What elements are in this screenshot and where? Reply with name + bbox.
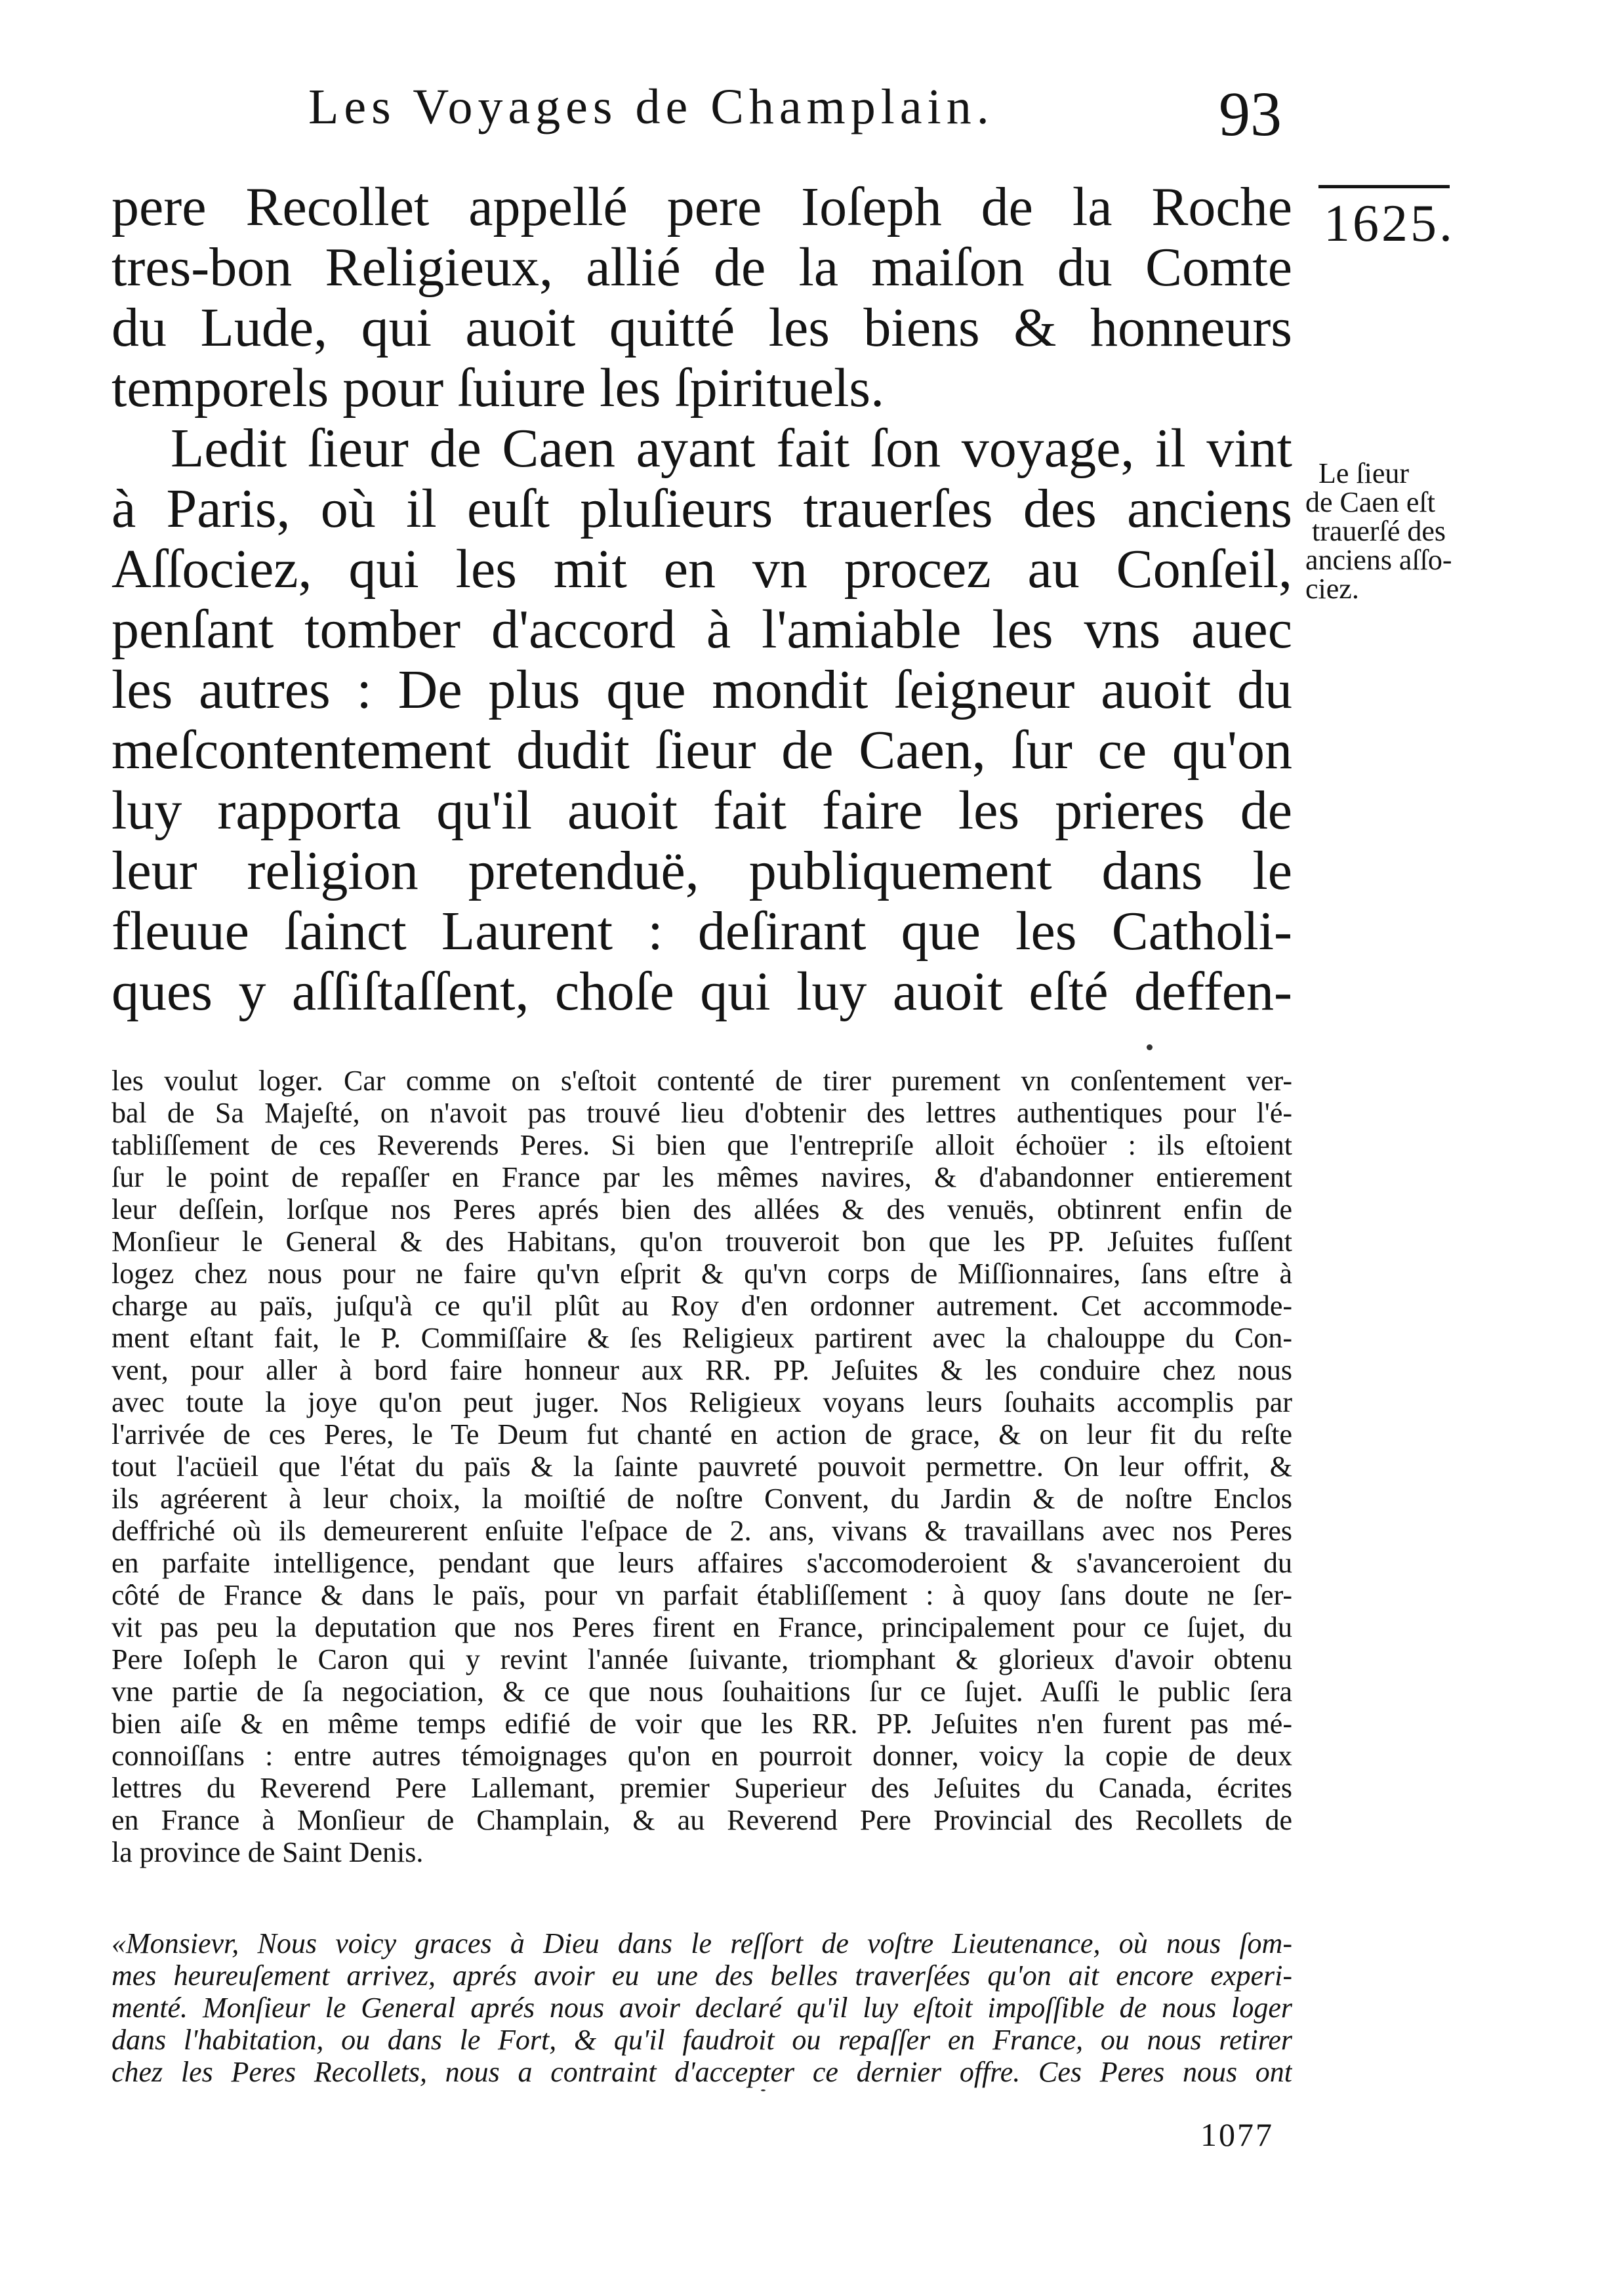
letter-line: «Monsievr, Nous voicy graces à Dieu dans le reſſort de voſtre Lieutenance, où nous ſom-: [112, 1927, 1292, 1959]
main-line: penſant tomber d'accord à l'amiable les vns auec: [112, 600, 1292, 660]
footnote-line: logez chez nous pour ne faire qu'vn eſprit & qu'vn corps de Miſſionnaires, ſans eſtre à: [112, 1258, 1292, 1290]
footnote-line: vit pas peu la deputation que nos Peres firent en France, principalement pour ce ſujet, du: [112, 1611, 1292, 1643]
marginal-note-line: anciens aſſo-: [1305, 544, 1452, 576]
footnote-line: tabliſſement de ces Reverends Peres. Si bien que l'entrepriſe alloit échoüer : ils eſtoient: [112, 1129, 1292, 1161]
footnote-line: en France à Monſieur de Champlain, & au Reverend Pere Provincial des Recollets de: [112, 1804, 1292, 1836]
footnote-line: avec toute la joye qu'on peut juger. Nos Religieux voyans leurs ſouhaits accomplis par: [112, 1386, 1292, 1418]
footnote-line: l'arrivée de ces Peres, le Te Deum fut chanté en action de grace, & on leur fit du reſte: [112, 1418, 1292, 1450]
footnote-line: les voulut loger. Car comme on s'eſtoit contenté de tirer purement vn conſentement ver-: [112, 1065, 1292, 1097]
main-line: temporels pour ſuiure les ſpirituels.: [112, 358, 885, 419]
letter-text: [112, 1927, 1292, 2088]
margin-year: 1625.: [1324, 195, 1455, 253]
main-line: ques y aſſiſtaſſent, choſe qui luy auoit eſté deffen-: [112, 962, 1292, 1022]
main-text: [112, 177, 1292, 1022]
letter-line: chez les Peres Recollets, nous a contraint d'accepter ce dernier offre. Ces Peres nous ont: [112, 2056, 1292, 2088]
footnote-line: charge au païs, juſqu'à ce qu'il plût au Roy d'en ordonner autrement. Cet accommode-: [112, 1290, 1292, 1322]
page-number: 93: [1219, 79, 1282, 149]
footnote-line: bal de Sa Majeſté, on n'avoit pas trouvé lieu d'obtenir des lettres authentiques pour l'é-: [112, 1097, 1292, 1129]
marginal-note-line: Le ſieur: [1318, 457, 1410, 489]
main-line: Aſſociez, qui les mit en vn procez au Conſeil,: [112, 539, 1292, 600]
footnote-text: [112, 1065, 1292, 1868]
footnote-line: ment eſtant fait, le P. Commiſſaire & ſes Religieux partirent avec la chalouppe du Con-: [112, 1322, 1292, 1354]
footnote-line: Monſieur le General & des Habitans, qu'on trouveroit bon que les PP. Jeſuites fuſſent: [112, 1225, 1292, 1258]
main-line: fleuue ſainct Laurent : deſirant que les Catholi-: [112, 901, 1292, 962]
footnote-line: côté de France & dans le païs, pour vn parfait établiſſement : à quoy ſans doute ne ſer-: [112, 1579, 1292, 1611]
footnote-line: ils agréerent à leur choix, la moiſtié de noſtre Convent, du Jardin & de noſtre Enclos: [112, 1483, 1292, 1515]
letter-line: mes heureuſement arrivez, aprés avoir eu une des belles traverſées qu'on ait encore experi-: [112, 1959, 1292, 1992]
footnote-line: Pere Ioſeph le Caron qui y revint l'année ſuivante, triomphant & glorieux d'avoir obtenu: [112, 1643, 1292, 1675]
marginal-note: [1305, 459, 1502, 604]
footnote-line: bien aiſe & en même temps edifié de voir que les RR. PP. Jeſuites n'en furent pas mé-: [112, 1708, 1292, 1740]
footnote-line: leur deſſein, lorſque nos Peres aprés bien des allées & des venuës, obtinrent enfin de: [112, 1193, 1292, 1225]
footnote-line: vne partie de ſa negociation, & ce que nous ſouhaitions ſur ce ſujet. Auſſi le public ſera: [112, 1675, 1292, 1708]
main-line: à Paris, où il euſt pluſieurs trauerſes des anciens: [112, 479, 1292, 539]
letter-line: menté. Monſieur le General aprés nous avoir declaré qu'il luy eſtoit impoſſible de nous loger: [112, 1992, 1292, 2024]
print-speck: [1147, 1044, 1153, 1050]
footnote-line: tout l'acüeil que l'état du païs & la ſainte pauvreté pouvoit permettre. On leur offrit, &: [112, 1450, 1292, 1483]
running-head: Les Voyages de Champlain.: [308, 79, 994, 134]
footnote-line: deffriché où ils demeurerent enſuite l'eſpace de 2. ans, vivans & travaillans avec nos Peres: [112, 1515, 1292, 1547]
main-line: pere Recollet appellé pere Ioſeph de la Roche: [112, 177, 1292, 237]
main-line: luy rapporta qu'il auoit fait faire les prieres de: [112, 781, 1292, 841]
footnote-line: connoiſſans : entre autres témoignages qu'on en pourroit donner, voicy la copie de deux: [112, 1740, 1292, 1772]
footnote-line: en parfaite intelligence, pendant que leurs affaires s'accomoderoient & s'avanceroient du: [112, 1547, 1292, 1579]
catchword: 1077: [1200, 2116, 1274, 2153]
main-line: meſcontentement dudit ſieur de Caen, ſur ce qu'on: [112, 720, 1292, 781]
letter-line: dans l'habitation, ou dans le Fort, & qu'il faudroit ou repaſſer en France, ou nous retirer: [112, 2024, 1292, 2056]
marginal-note-line: trauerſé des: [1312, 515, 1446, 547]
footnote-line: la province de Saint Denis.: [112, 1836, 424, 1868]
main-line: les autres : De plus que mondit ſeigneur auoit du: [112, 660, 1292, 720]
footnote-line: vent, pour aller à bord faire honneur aux RR. PP. Jeſuites & les conduire chez nous: [112, 1354, 1292, 1386]
footnote-line: lettres du Reverend Pere Lallemant, premier Superieur des Jeſuites du Canada, écrites: [112, 1772, 1292, 1804]
marginal-note-line: ciez.: [1305, 573, 1359, 605]
year-rule: [1318, 185, 1450, 188]
marginal-note-line: de Caen eſt: [1305, 486, 1435, 518]
main-line: tres-bon Religieux, allié de la maiſon du Comte: [112, 237, 1292, 298]
main-line: du Lude, qui auoit quitté les biens & honneurs: [112, 298, 1292, 358]
main-line: Ledit ſieur de Caen ayant fait ſon voyage, il vint: [171, 419, 1292, 479]
footnote-line: ſur le point de repaſſer en France par les mêmes navires, & d'abandonner entierement: [112, 1161, 1292, 1193]
main-line: leur religion pretenduë, publiquement dans le: [112, 841, 1292, 901]
print-speck: [761, 2089, 766, 2091]
